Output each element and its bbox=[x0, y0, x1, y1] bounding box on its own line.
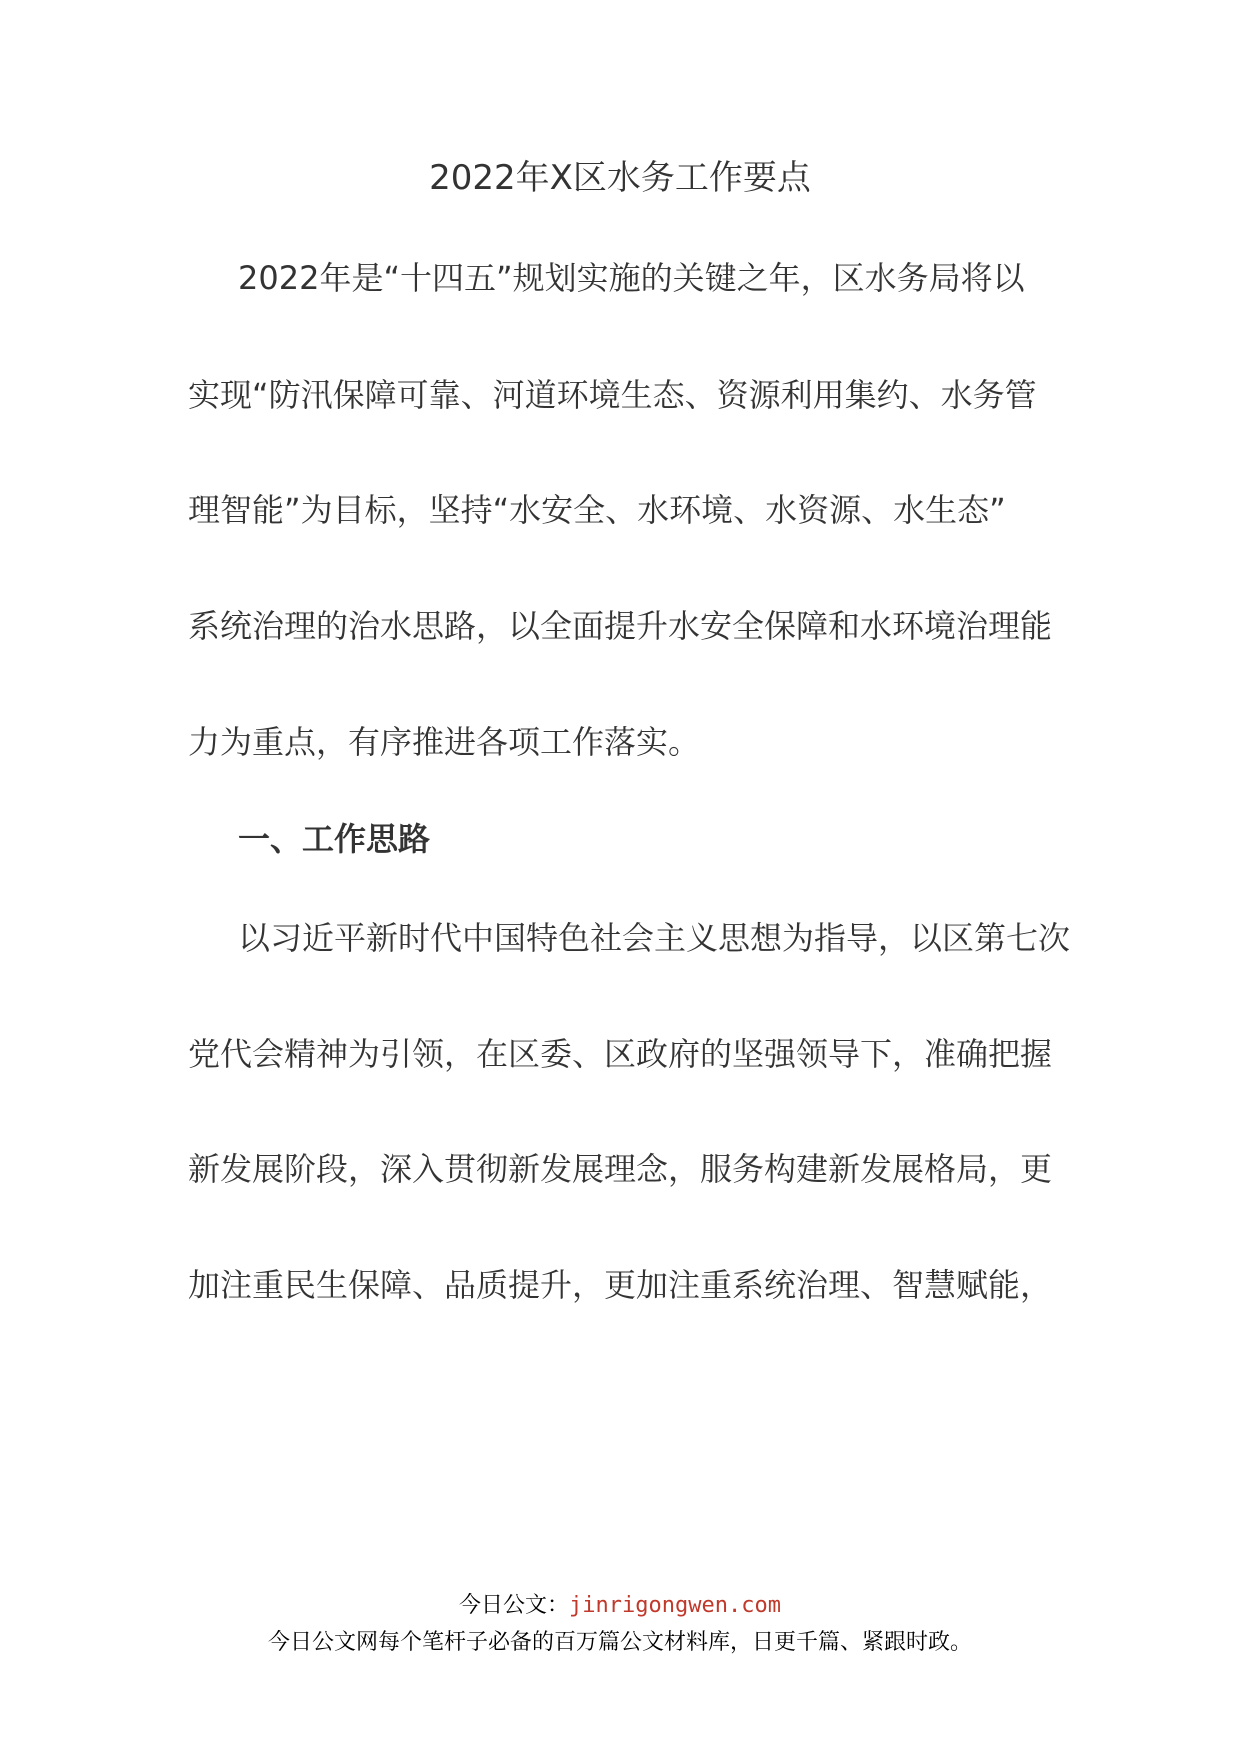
footer-tagline: 今日公文网每个笔杆子必备的百万篇公文材料库，日更千篇、紧跟时政。 bbox=[267, 1630, 972, 1655]
intro-line-2: 实现“防汛保障可靠、河道环境生态、资源利用集约、水务管 bbox=[188, 376, 1037, 414]
intro-line-4: 系统治理的治水思路，以全面提升水安全保障和水环境治理能 bbox=[188, 607, 1053, 645]
footer-label: 今日公文： bbox=[459, 1593, 570, 1618]
section1-line-3: 新发展阶段，深入贯彻新发展理念，服务构建新发展格局，更 bbox=[188, 1150, 1053, 1188]
footer-site-link[interactable]: jinrigongwen.com bbox=[569, 1593, 781, 1618]
section1-line-1: 以习近平新时代中国特色社会主义思想为指导，以区第七次 bbox=[238, 919, 1071, 957]
intro-line-5: 力为重点，有序推进各项工作落实。 bbox=[188, 723, 701, 761]
intro-line-3: 理智能”为目标，坚持“水安全、水环境、水资源、水生态” bbox=[188, 491, 1006, 529]
intro-line-1: 2022年是“十四五”规划实施的关键之年，区水务局将以 bbox=[238, 259, 1025, 297]
section1-line-2: 党代会精神为引领，在区委、区政府的坚强领导下，准确把握 bbox=[188, 1035, 1053, 1073]
footer-source bbox=[0, 1592, 1240, 1620]
section1-line-4: 加注重民生保障、品质提升，更加注重系统治理、智慧赋能， bbox=[188, 1266, 1053, 1304]
document-title: 2022年X区水务工作要点 bbox=[429, 158, 811, 198]
section-heading-work-approach: 一、工作思路 bbox=[238, 820, 431, 858]
